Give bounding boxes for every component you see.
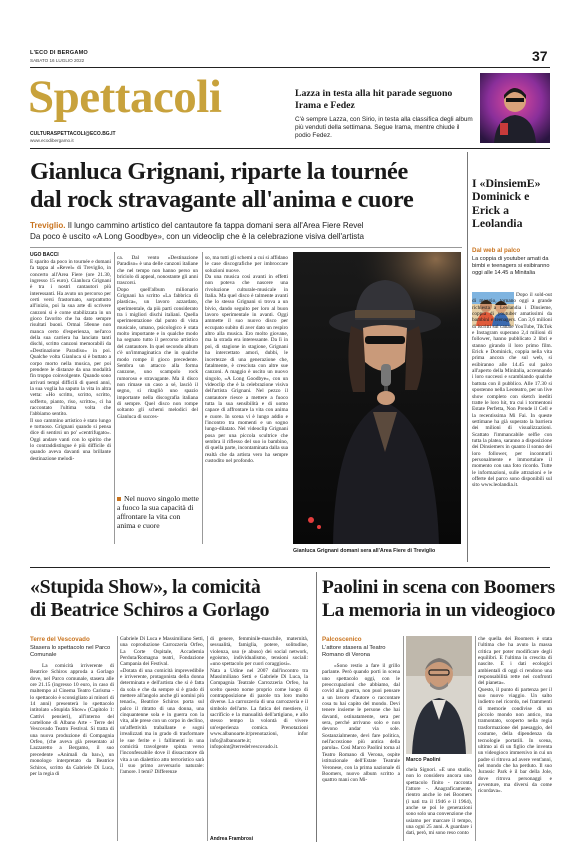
sidebar-divider: [467, 152, 468, 562]
main-photo-caption: Gianluca Grignani domani sera all'Area Fiere di Treviglio: [293, 548, 436, 554]
pullquote: [117, 495, 200, 543]
main-column-1: È sparito da poco in tournée e domani fa tappa al «Revel» di Treviglio, in concerto all'Area Fiere (ore 21.30, ingresso 15 euro). Gianluca Grignani è tra i nostri cantautori più interessanti. Ha avuto un percorso per certi versi frastornato, sorprattutto all'inizio, poi la sua arte di scrivere canzoni si è come stabilizzata in un gioco favorito che ha dato sempre risultati buoni. Ormai 50enne non manca certo d'esperienza, nel'arco della sua carriera ha lanciato tanti dischi, scritto canzoni memorabili da «Destinazione Paradiso» in poi. Qualche volta Gianluca si è buttato a corpo morto nella musica, per poi prendere le distanze da una modalità fin troppo coinvolgente. Quando sono arrivati tempi difficili di questi anni, la sua voglia ha saputo la vita in altra vetta: «Ho scritto, scritto, scritto, sofferto, pianto, riso, scritto», ci ha raccontato l'ultima volta che l'abbiamo sentito. Il suo cammino artistico è stato lungo e tortuoso. Grignani quando si pensa dice di sentirsi un po' «centrifugato». Oggi andare vanti con lo spirito che lo contraddistingue è più difficile di quando aveva davanti una brillante destinazione melodi-: [30, 259, 111, 462]
article2-kicker: Terre del Vescovado: [30, 636, 90, 643]
article3-headline-line1[interactable]: Paolini in scena con Boomers: [322, 577, 555, 598]
column-divider: [403, 636, 404, 841]
article2-column-1: La comicità irriverente di Beatrice Schiros approda a Gorlago dove, nel Parco comunale, stasera alle ore 21.15 (ingresso 10 euro, in caso di maltempo al Cinema Teatro Carisma - lo spettacolo è sconsigliato ai minori di 14 anni) presenterà lo spettacolo intitolato «Stupida Show» (Capitolo 1: Cattivi pensieri), all'interno del cartellone di Albano Arte - Terre del Vescovado Teatro Festival. Si tratta di una nuova produzione di Compagnia Orfeo, (che aveva già presentato al Lazzaretto a Bergamo, il suo precedente «Animali da bar»), un monologo interpretato da Beatrice Schiros, scritto da Gabriele Di Luca, per la regia di: [30, 663, 114, 777]
main-byline: UGO BACCI: [30, 252, 59, 258]
article3-kicker: Palcoscenico: [322, 636, 362, 643]
section-title: Spettacoli: [28, 71, 222, 123]
article2-headline-line2[interactable]: di Beatrice Schiros a Gorlago: [30, 599, 270, 621]
main-column-3: so, ma tutti gli schemi a cui si affidano le case discografiche per imbroccare soluzioni nuove. Da una musica così avanti in effetti non poteva che nascere una rivoluzione culturale-musicale in Italia. Ma quel disco è talmente avanti che lo stesso Grignani si trova a un bivio, dando seguito per loro al buon lavoro sperimentale in avanti. Oggi ammette il suo nuovo disco per eccupato subito di aver dato un respiro altro alla musica. Ero molto giovane, ma la strada era interessante. Da lì in poi, di stagione in stagione, Grignani ha intercettato amori, dubbi, le incertezze di una generazione che, fatalmente, è cresciuta con altre sue canzoni. A maggio è uscito un nuovo singolo, «A Long Goodbye», con un videoclip che è la celebrazione visiva dell'artista Grignani. Nel pezzo il cantautore riesce a mettere a fuoco tutta la sua sensibilità e di uomo capace di affrontare la vita con anima e cuore. In scena vi è lungo addio e l'incontro tra momenti e un sogno lungo-dilatato. Nel videoclip Grignani posa per una piccola scultrice che sembra il riflesso del suo io bambino, di quella parte, incontaminata dalla sua realtà che da artista vero ha sempre custodito nel profondo.: [205, 255, 288, 464]
main-subhead-rule: [30, 247, 462, 248]
article2-headline-line1[interactable]: «Stupida Show», la comicità: [30, 576, 261, 598]
column-divider: [475, 636, 476, 841]
article2-summary: Stasera lo spettacolo nel Parco Comunale: [30, 645, 111, 659]
article3-column-2: chela Signori. «È uno studio, non lo considero ancora uno spettacolo finito - racconta l'attore -. Anagraficamente, rientro anche io nei Boomers (i nati tra il 1946 e il 1964), anche se poi le generazioni sono solo una convenzione che usiamo per marcare il tempo, una ogni 25 anni. A guardare i dati, però, mi sono reso conto: [406, 767, 472, 837]
main-headline-line1[interactable]: Gianluca Grignani, riparte la tournée: [30, 158, 408, 185]
lower-center-divider: [316, 572, 317, 842]
article3-headline-line2[interactable]: La memoria in un videogioco: [322, 600, 556, 621]
issue-date: SABATO 16 LUGLIO 2022: [30, 58, 85, 63]
sidebar-headline[interactable]: I «DinsiemE» Dominick e Erick a Leolandia: [472, 176, 541, 231]
article3-column-3: che quella dei Boomers è stata l'ultima che ha avuto la massa critica per poter modificare degli equilibri. E l'ultima in crescita di nascite. E i dati ecologici ambientali di oggi ci rendono una responsabilità rette nei confronti del pianeta». Questo, il punto di partenza per il suo nuovo viaggio. Un salto indietro nel ricordo, nei frammenti di memorie condivise di un piccolo mondo non antico, ma tramontato, scoperto nella regia trasformazione del paesaggio, del costume, della dipendenza da tecnologie portatili. In scena, ultimo ai di un figlio che inventa un videogioco immersivo in cui un padre si ritrova ad avere vent'anni, nel mondo che ha perduto. Il suo Jurassic Park è il bar della Jole, dove ritrova personaggi e avventure, ma diversi da come ricordava».: [478, 636, 552, 795]
header-bottom-rule: [30, 148, 550, 149]
teaser-text: C'è sempre Lazza, con Sirio, in testa alla classifica degli album più venduti della settimana. Segue Irama, mentre chiude il podio Fedez.: [295, 116, 473, 140]
main-column-2: ca. Dal vento «Destinazione Paradiso» è una delle canzoni italiane che nel tempo non hanno perso un briciolo di appeal, nonostante gli anni trascorsi. Dopo quell'album milionario Grignani ha scritto «La fabbrica di plastica», un lavoro azzardato, sperimentale, da più parti considerato tra i migliori dischi italiani. Quella sperimentazione dal punto di vista musicale, umano, psicologico è stata molto importante e in qualche modo ha segnato tutto il percorso artistico del cantautore. In quel secondo album c'è un'immaginatica che in qualche modo rompe il gioco precedente. Sembra un attacco alla forma canzone, uno scampolo rock rumoroso e stravagante. Ma il disco non rimase un caso a sé, lasciò il segno, si ritagliò uno spazio importante nella discografia italiana di sempre. Quel disco non rompe soltanto gli schemi melodici del Gianluca di succes-: [117, 255, 198, 420]
lower-section-rule: [30, 567, 550, 568]
section-website: www.ecodibergamo.it: [30, 138, 74, 143]
article2-byline: Andrea Frambrosi: [210, 836, 254, 842]
article2-column-2: Gabriele Di Luca e Massimiliano Setti, una coproduzione Carrozzeria Orfeo, La Corte Ospitale, Accademia Perduta/Romagna teatri, Fondazione Campania dei Festival. «Dotata di una comicità imprevedibile e irriverente, protagonista della donna determinata e dell'artista che si è fatta da sola e che da sempre si è grado di mettere all'angolo anche gli uomini più tenaci», Beatrice Schiros porta sul palco il ritratto di una donna, una cinquantenne sola e in guerra con la vita, alle prese con un corpo in declino, un'affettività traballante e sogni irrealizzati ma in grado di trasformare le sue ferite e i fallimenti in una comicità travolgente spinta verso l'inconfessabile dove il dissacratore dà vita a un dialettico atto terroristico sarà il suo primo avversario naturale: l'amore. I temi? Differenze: [120, 636, 204, 776]
main-headline-line2[interactable]: dal rock stravagante all'anima e cuore: [30, 186, 414, 213]
column-divider: [207, 636, 208, 841]
teaser-photo: [480, 73, 550, 143]
article3-photo: [406, 636, 472, 754]
article2-column-3: di genere, femminile-maschile, maternità, sessualità, famiglia, potere, solitudine, violenza, uso (e abuso) dei social network, egoismo, individualismo, tensioni sociali: «uno spettacolo per cuori coraggiosi». Nata a Udine nel 2007 dall'incontro tra Massimiliano Setti e Gabriele Di Luca, la Compagnia Teatrale Carrozzeria Orfeo, ha scelto questo nome proprio come luogo di contrapposizione di parole tra loro molto diverse. La carrozzeria di una carrozzeria e il simbolo dell'arte. La fatica del mestiere, il sacrificio e la manualità dell'artigiano, e allo stesso tempo la volontà di vivere un'esperienza comica. Prenotazioni www.albanoarte.it/prenotazioni, infor info@albanoarte.it; infopoint@terredelvescovado.it.: [210, 636, 308, 750]
main-subhead: [30, 221, 460, 232]
pullquote-text: Nel nuovo singolo mette a fuoco la sua capacità di affrontare la vita con anima e cuore: [117, 494, 199, 530]
sidebar-summary: La coppia di youtuber amati da bimbi e teenagers si esibiranno oggi alle 14.45 a Minitalia: [472, 256, 550, 277]
main-subhead-line2: Da poco è uscito «A Long Goodbye», con un videoclip che è la celebrazione visiva dell'artista: [30, 232, 365, 241]
article3-summary: L'attore stasera al Teatro Romano di Verona: [322, 645, 386, 659]
newspaper-name: L'ECO DI BERGAMO: [30, 50, 88, 56]
column-divider: [202, 252, 203, 544]
column-divider: [117, 636, 118, 841]
column-divider: [114, 252, 115, 544]
sidebar-kicker: Dal web al palco: [472, 247, 521, 254]
teaser-headline[interactable]: Lazza in testa alla hit parade seguono Irama e Fedez: [295, 88, 453, 111]
main-subhead-text: Il lungo cammino artistico del cantautore fa tappa domani sera all'Area Fiere Revel: [65, 221, 364, 230]
article3-column-1: «Sono restio a fare il grillo parlante. Però quando porti in scena uno spettacolo oggi, con le preoccupazioni che abbiamo, dal covid alla guerra, non puoi pensare a un lavoro d'autore o raccontare cosa tu hai capito del mondo. Devi tenere insieme le persone che hai davanti, ostinatamente, sera per sera, perché arrivano solo e non devono andar via sole. Sostanzialmente, devi fare politica, nell'accezione più antica della parola». Così Marco Paolini torna al Teatro Romano di Verona, ospite istituzionale dell'Estate Teatrale Veronese, con la prima nazionale di Boomers, nuovo album scritto a quattro mani con Mi-: [322, 663, 400, 784]
section-email: CULTURASPETTACOLI@ECO.BG.IT: [30, 131, 116, 137]
main-kicker: Treviglio.: [30, 221, 66, 230]
page-number: 37: [532, 48, 548, 64]
article3-photo-caption: Marco Paolini: [406, 757, 441, 763]
main-photo: [293, 252, 461, 544]
sidebar-body: Dopo il sold-out di maggio, tornano oggi a grande richiesta a Leolandia i Dinsieme, coppia di youtuber amatissimi da bambini e teenagers. Con 3,6 milioni di iscritti sul canale YouTube, TikTok e Instagram superano 2,4 milioni di follower, hanno pubblicato 2 libri e stanno girando il loro primo film. Erick e Dominick, coppia nella vita prima ancora che sul web, si esibiranno alle 14.45 sul palco all'aperto della Minitalia, accennando i loro successi e scambiando qualche battuta con il pubblico. Alle 17.30 si spostenno nella Leoteatro, per un live show completo con sketch inediti tratte le loro hit, tra cui i tormentoni Estate Perfetta, Non Prende il Cell e la recentissima Mi Fai. In queste settimane ha già superato la barriera dei milioni di visualizzazioni. Scattato l'immancabile selfie con tutta la platea, saranno a disposizione dei Dinsiemers in quanto il sonno dei loro follower, per incontrarli personalmente e immortalare il momento con una foto ricordo. Tutte le informazioni, sulle attrazioni e le offerte del parco sono disponibili sul sito www.leolandia.it.: [472, 292, 552, 489]
header-rule: [30, 67, 550, 68]
